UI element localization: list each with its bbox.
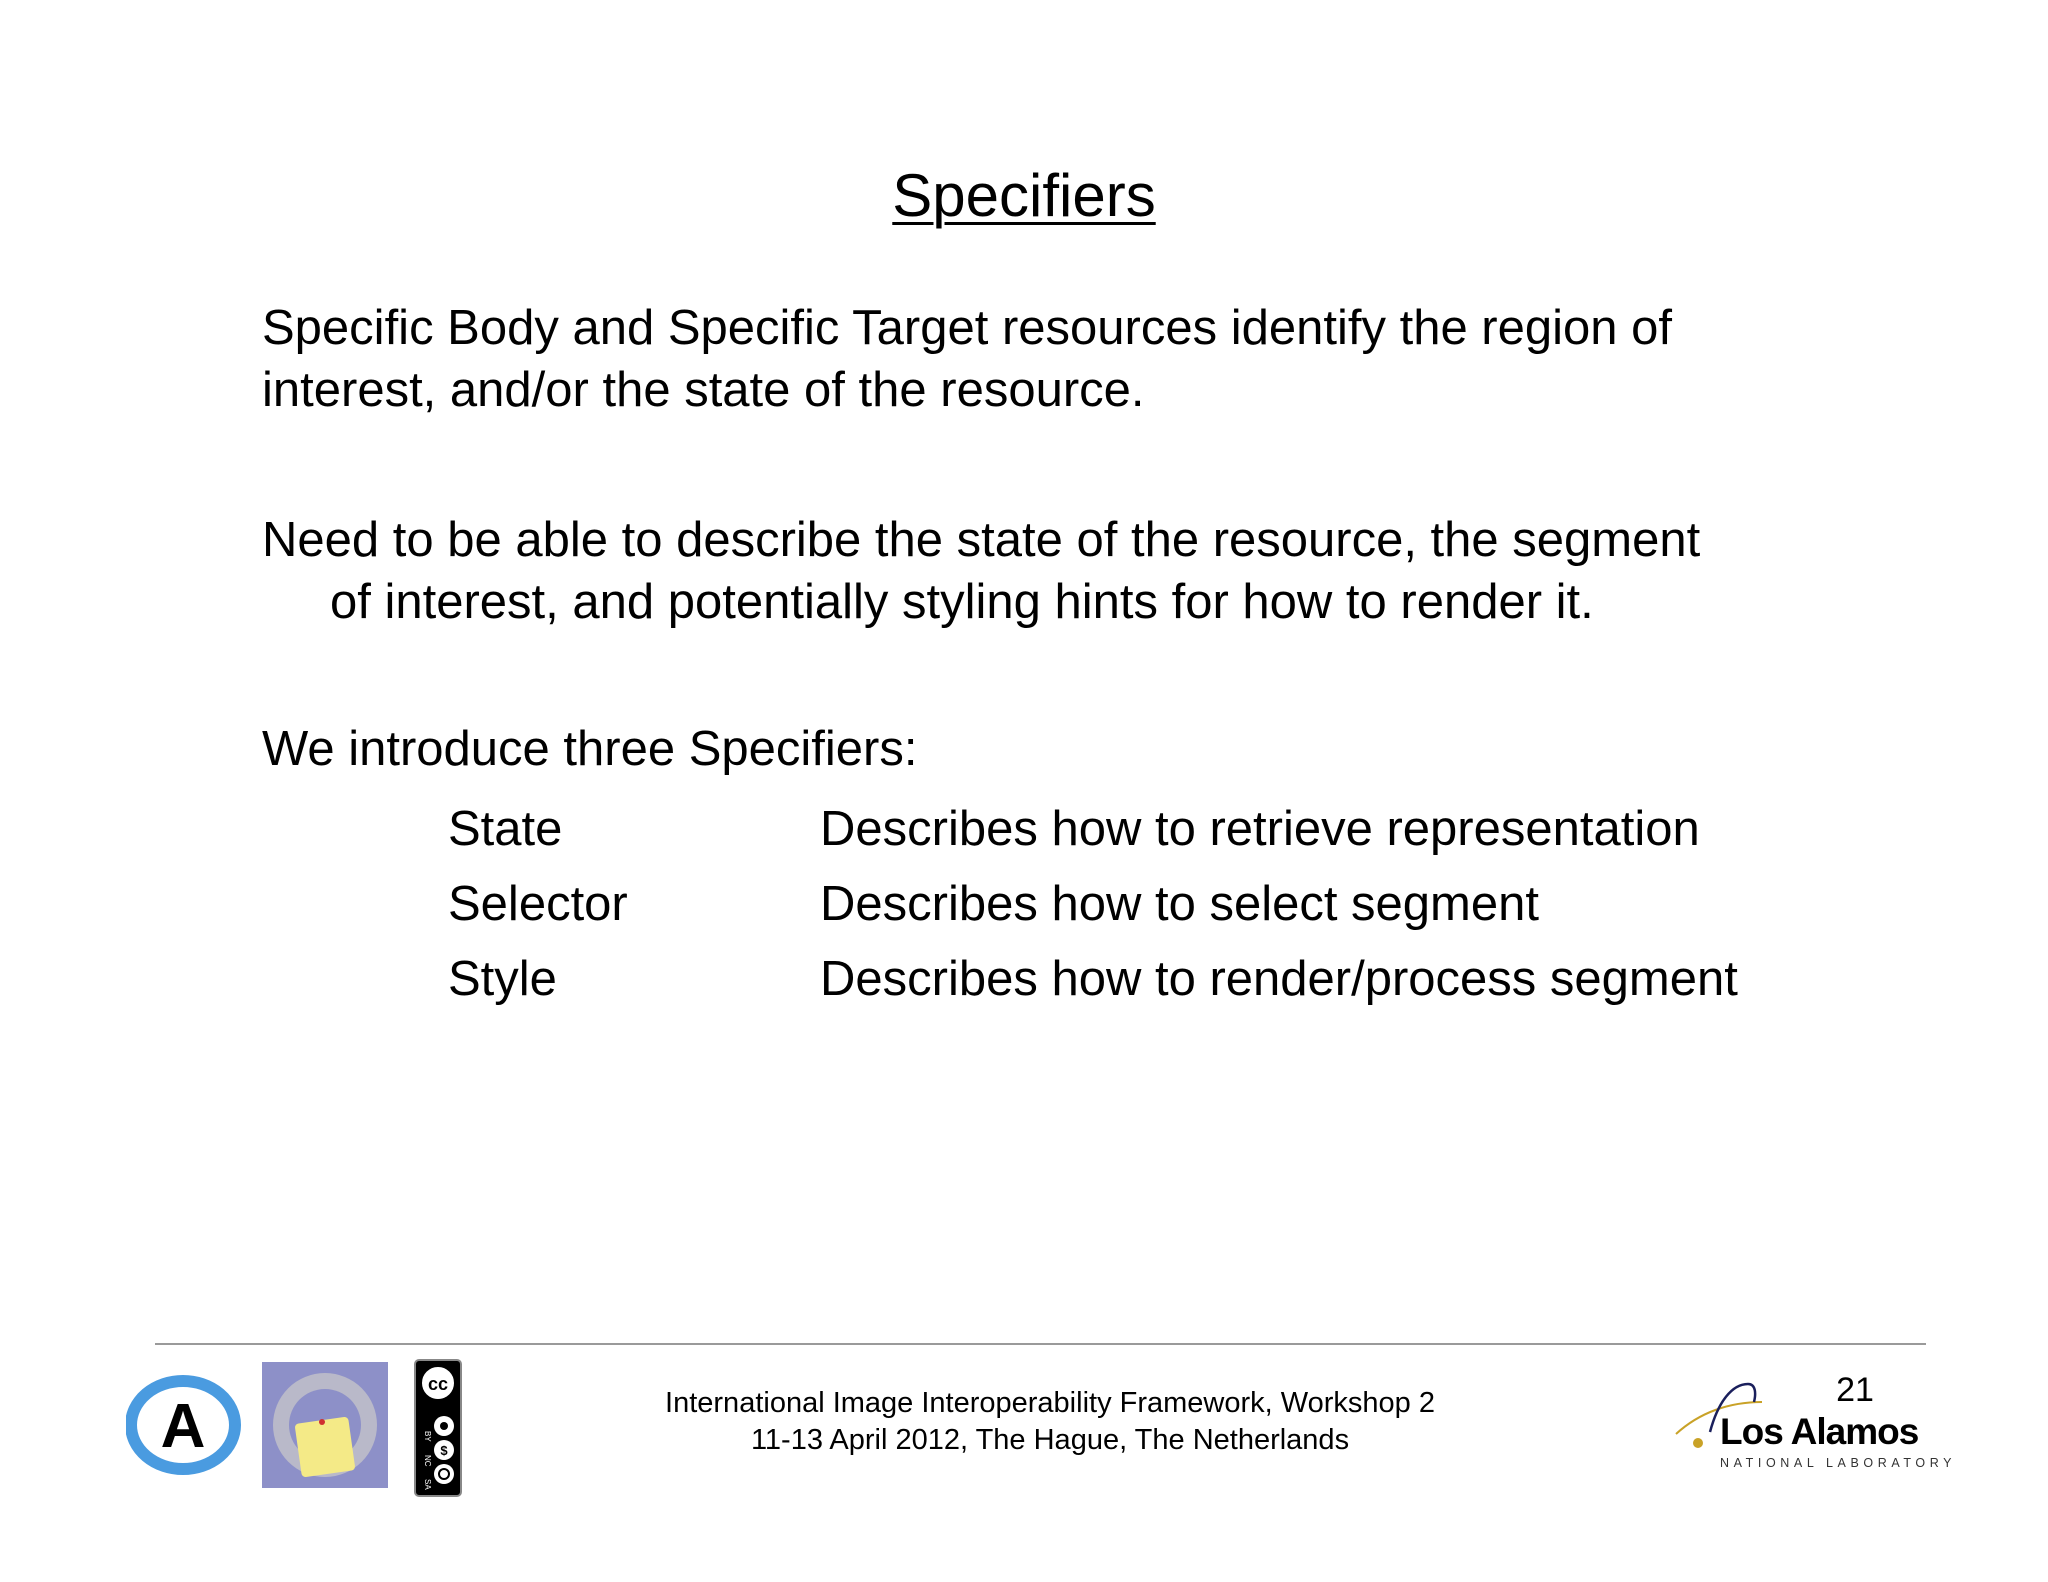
specifier-list	[448, 792, 1738, 1017]
paragraph-line: We introduce three Specifiers:	[262, 722, 918, 776]
specifier-description: Describes how to select segment	[820, 877, 1539, 931]
specifier-row	[448, 792, 1738, 867]
paragraph-line: Need to be able to describe the state of the resource, the segment	[262, 513, 1701, 567]
logo-a-icon	[126, 1375, 241, 1475]
paragraph-regions	[262, 297, 1862, 421]
specifier-name: State	[448, 802, 563, 856]
lanl-subtitle: NATIONAL LABORATORY	[1720, 1456, 1957, 1470]
specifier-description: Describes how to retrieve representation	[820, 802, 1700, 856]
cc-label: NC	[423, 1455, 432, 1467]
footer-caption	[520, 1385, 1580, 1459]
los-alamos-logo	[1670, 1372, 1957, 1472]
slide-title	[0, 160, 2048, 232]
page-number: 21	[1836, 1371, 1874, 1409]
creative-commons-badge-icon	[414, 1359, 462, 1497]
specifier-row	[448, 867, 1738, 942]
footer-divider	[155, 1343, 1926, 1345]
paragraph-state-segment	[262, 509, 1862, 633]
footer-line: International Image Interoperability Framework, Workshop 2	[665, 1387, 1435, 1419]
specifier-row	[448, 942, 1738, 1017]
paragraph-line: interest, and/or the state of the resource.	[262, 363, 1145, 417]
footer-line: 11-13 April 2012, The Hague, The Netherlands	[750, 1424, 1350, 1456]
lanl-name: Los Alamos	[1720, 1411, 1919, 1452]
paragraph-intro-specifiers	[262, 718, 1862, 780]
slide-title-text: Specifiers	[892, 162, 1156, 229]
sticky-note-icon	[262, 1362, 388, 1488]
paragraph-line: of interest, and potentially styling hints for how to render it.	[330, 575, 1594, 629]
specifier-name: Style	[448, 952, 557, 1006]
svg-text:cc: cc	[427, 1374, 449, 1394]
paragraph-line: Specific Body and Specific Target resources identify the region of	[262, 301, 1672, 355]
cc-label: SA	[423, 1479, 432, 1490]
logo-a-letter: A	[160, 1392, 206, 1461]
specifier-name: Selector	[448, 877, 628, 931]
specifier-description: Describes how to render/process segment	[820, 952, 1738, 1006]
svg-text:$: $	[440, 1443, 448, 1458]
cc-label: BY	[423, 1431, 432, 1442]
